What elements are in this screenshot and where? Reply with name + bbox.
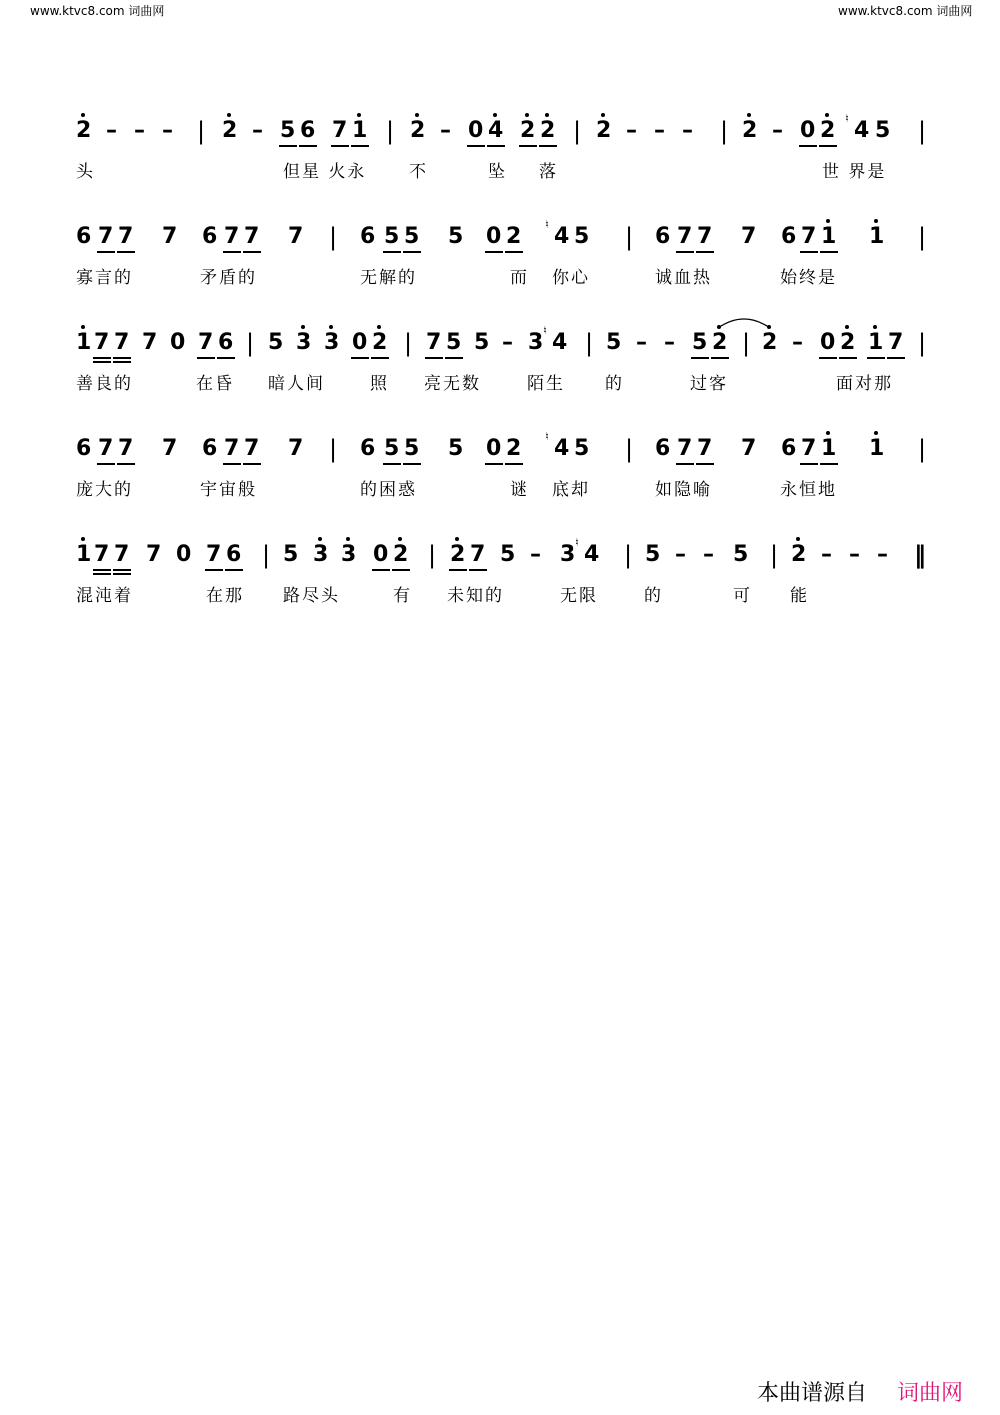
note: 5 <box>384 224 400 249</box>
notation-line <box>0 430 1000 476</box>
barline: | <box>262 541 271 569</box>
octave-dot <box>81 537 85 541</box>
eighth-underline <box>800 463 818 465</box>
barline: | <box>197 117 206 145</box>
lyric-syllables: 暗人间 <box>268 374 325 394</box>
dash-extension: – <box>530 542 541 567</box>
barline: | <box>329 435 338 463</box>
note: 7 <box>697 224 713 249</box>
note: 6 <box>76 224 92 249</box>
dash-extension: – <box>626 118 637 143</box>
note: 0 <box>486 436 502 461</box>
eighth-underline <box>820 463 838 465</box>
dash-extension: – <box>440 118 451 143</box>
lyric-syllables: 如隐喻 <box>655 480 712 500</box>
lyric-syllables: 照 <box>370 374 389 394</box>
dash-extension: – <box>821 542 832 567</box>
eighth-underline <box>800 251 818 253</box>
note: 7 <box>224 224 240 249</box>
note: 5 <box>446 330 462 355</box>
lyric-syllables: 能 <box>790 586 809 606</box>
note: 2 <box>450 542 466 567</box>
note: 6 <box>781 436 797 461</box>
octave-dot <box>845 325 849 329</box>
note: 1 <box>76 542 92 567</box>
lyric-syllables: 的 <box>605 374 624 394</box>
eighth-underline <box>97 251 115 253</box>
note: 5 <box>448 436 464 461</box>
note: 7 <box>801 224 817 249</box>
note: 0 <box>176 542 192 567</box>
note: 4 <box>552 330 568 355</box>
note: 3 <box>560 542 576 567</box>
barline: | <box>770 541 779 569</box>
lyric-syllables: 而 <box>510 268 529 288</box>
note: 7 <box>98 436 114 461</box>
barline: | <box>918 117 927 145</box>
natural-sign: ♮ <box>845 112 849 125</box>
natural-sign: ♮ <box>543 324 547 337</box>
eighth-underline <box>117 463 135 465</box>
note: 5 <box>500 542 516 567</box>
note: 2 <box>596 118 612 143</box>
eighth-underline <box>351 145 369 147</box>
eighth-underline <box>519 145 537 147</box>
lyric-syllables: 在昏 <box>196 374 234 394</box>
eighth-underline <box>205 569 223 571</box>
eighth-underline <box>469 569 487 571</box>
octave-dot <box>525 113 529 117</box>
note: 1 <box>76 330 92 355</box>
octave-dot <box>545 113 549 117</box>
lyric-syllables: 坠 <box>488 162 507 182</box>
note: 2 <box>742 118 758 143</box>
barline: | <box>625 435 634 463</box>
eighth-underline <box>113 569 131 571</box>
lyric-syllables: 寡言的 <box>76 268 133 288</box>
eighth-underline <box>696 251 714 253</box>
octave-dot <box>81 325 85 329</box>
barline: | <box>918 435 927 463</box>
eighth-underline <box>467 145 485 147</box>
score-row <box>0 430 1000 506</box>
lyric-syllables: 的困惑 <box>360 480 417 500</box>
note: 6 <box>655 436 671 461</box>
eighth-underline <box>97 463 115 465</box>
octave-dot <box>874 219 878 223</box>
note: 7 <box>288 436 304 461</box>
sixteenth-underline <box>113 573 131 575</box>
note: 7 <box>741 224 757 249</box>
eighth-underline <box>403 251 421 253</box>
octave-dot <box>377 325 381 329</box>
lyric-syllables: 面对那 <box>836 374 893 394</box>
lyric-syllables: 始终是 <box>780 268 837 288</box>
dash-extension: – <box>849 542 860 567</box>
lyric-syllables: 无限 <box>560 586 598 606</box>
lyric-syllables: 底却 <box>552 480 590 500</box>
score-row <box>0 112 1000 188</box>
note: 7 <box>114 542 130 567</box>
note: 6 <box>781 224 797 249</box>
note: 2 <box>410 118 426 143</box>
note: 2 <box>506 224 522 249</box>
note: 5 <box>474 330 490 355</box>
note: 6 <box>655 224 671 249</box>
note: 2 <box>762 330 778 355</box>
note: 3 <box>341 542 357 567</box>
natural-sign: ♮ <box>545 218 549 231</box>
dash-extension: – <box>106 118 117 143</box>
natural-sign: ♮ <box>575 536 579 549</box>
note: 0 <box>468 118 484 143</box>
note: 0 <box>373 542 389 567</box>
notation-line <box>0 112 1000 158</box>
note: 5 <box>404 436 420 461</box>
note: 6 <box>226 542 242 567</box>
lyric-syllables: 可 <box>733 586 752 606</box>
note: 3 <box>528 330 544 355</box>
note: 1 <box>869 436 885 461</box>
eighth-underline <box>539 145 557 147</box>
note: 2 <box>372 330 388 355</box>
octave-dot <box>601 113 605 117</box>
barline: | <box>585 329 594 357</box>
octave-dot <box>825 113 829 117</box>
dash-extension: – <box>772 118 783 143</box>
note: 7 <box>142 330 158 355</box>
octave-dot <box>747 113 751 117</box>
note: 7 <box>426 330 442 355</box>
dash-extension: – <box>134 118 145 143</box>
note: 5 <box>692 330 708 355</box>
note: 2 <box>222 118 238 143</box>
note: 5 <box>283 542 299 567</box>
note: 5 <box>404 224 420 249</box>
final-barline: ‖ <box>914 541 923 569</box>
note: 2 <box>76 118 92 143</box>
note: 7 <box>206 542 222 567</box>
eighth-underline <box>392 569 410 571</box>
octave-dot <box>227 113 231 117</box>
dash-extension: – <box>636 330 647 355</box>
lyric-syllables: 谜 <box>510 480 529 500</box>
note: 7 <box>888 330 904 355</box>
note: 1 <box>352 118 368 143</box>
eighth-underline <box>243 463 261 465</box>
notation-line <box>0 218 1000 264</box>
octave-dot <box>415 113 419 117</box>
eighth-underline <box>485 251 503 253</box>
note: 5 <box>280 118 296 143</box>
eighth-underline <box>505 463 523 465</box>
note: 3 <box>313 542 329 567</box>
note: 0 <box>170 330 186 355</box>
barline: | <box>246 329 255 357</box>
note: 7 <box>162 436 178 461</box>
note: 7 <box>94 542 110 567</box>
eighth-underline <box>383 251 401 253</box>
dash-extension: – <box>877 542 888 567</box>
note: 2 <box>840 330 856 355</box>
natural-sign: ♮ <box>545 430 549 443</box>
footer-site-logo: 词曲网 <box>897 1381 964 1406</box>
eighth-underline <box>383 463 401 465</box>
barline: | <box>625 223 634 251</box>
eighth-underline <box>449 569 467 571</box>
score-row <box>0 324 1000 400</box>
eighth-underline <box>799 145 817 147</box>
note: 4 <box>854 118 870 143</box>
lyric-syllables: 亮无数 <box>424 374 481 394</box>
octave-dot <box>826 431 830 435</box>
octave-dot <box>874 431 878 435</box>
note: 7 <box>697 436 713 461</box>
barline: | <box>918 223 927 251</box>
dash-extension: – <box>703 542 714 567</box>
barline: | <box>404 329 413 357</box>
dash-extension: – <box>252 118 263 143</box>
lyric-syllables: 宇宙般 <box>200 480 257 500</box>
barline: | <box>428 541 437 569</box>
lyric-syllables: 陌生 <box>527 374 565 394</box>
octave-dot <box>81 113 85 117</box>
barline: | <box>329 223 338 251</box>
note: 7 <box>332 118 348 143</box>
note: 0 <box>820 330 836 355</box>
header-right-watermark: www.ktvc8.com 词曲网 <box>838 4 973 18</box>
octave-dot <box>796 537 800 541</box>
octave-dot <box>493 113 497 117</box>
octave-dot <box>455 537 459 541</box>
eighth-underline <box>223 463 241 465</box>
lyric-syllables: 你心 <box>552 268 590 288</box>
note: 2 <box>540 118 556 143</box>
barline: | <box>386 117 395 145</box>
note: 0 <box>486 224 502 249</box>
barline: | <box>918 329 927 357</box>
eighth-underline <box>820 251 838 253</box>
lyric-syllables: 混沌着 <box>76 586 133 606</box>
eighth-underline <box>243 251 261 253</box>
note: 6 <box>218 330 234 355</box>
note: 0 <box>800 118 816 143</box>
note: 6 <box>202 436 218 461</box>
lyric-syllables: 的 <box>644 586 663 606</box>
note: 4 <box>554 436 570 461</box>
note: 7 <box>98 224 114 249</box>
lyric-syllables: 世 界是 <box>822 162 887 182</box>
note: 7 <box>118 436 134 461</box>
note: 7 <box>162 224 178 249</box>
lyric-syllables: 过客 <box>690 374 728 394</box>
note: 7 <box>244 224 260 249</box>
eighth-underline <box>93 569 111 571</box>
barline: | <box>742 329 751 357</box>
note: 2 <box>791 542 807 567</box>
octave-dot <box>398 537 402 541</box>
octave-dot <box>357 113 361 117</box>
note: 7 <box>244 436 260 461</box>
eighth-underline <box>505 251 523 253</box>
note: 7 <box>288 224 304 249</box>
note: 5 <box>606 330 622 355</box>
note: 5 <box>448 224 464 249</box>
dash-extension: – <box>664 330 675 355</box>
note: 5 <box>574 436 590 461</box>
footer-source-label: 本曲谱源自 <box>757 1381 868 1406</box>
note: 2 <box>393 542 409 567</box>
note: 5 <box>268 330 284 355</box>
note: 1 <box>868 330 884 355</box>
note: 7 <box>224 436 240 461</box>
lyric-syllables: 未知的 <box>447 586 504 606</box>
octave-dot <box>826 219 830 223</box>
lyric-syllables: 落 <box>539 162 558 182</box>
tie-arc <box>0 330 1000 370</box>
note: 2 <box>712 330 728 355</box>
lyric-syllables: 头 <box>76 162 95 182</box>
lyric-syllables: 有 <box>393 586 412 606</box>
note: 7 <box>677 436 693 461</box>
dash-extension: – <box>162 118 173 143</box>
octave-dot <box>329 325 333 329</box>
note: 3 <box>296 330 312 355</box>
lyric-syllables: 不 <box>409 162 428 182</box>
lyric-syllables: 善良的 <box>76 374 133 394</box>
note: 4 <box>554 224 570 249</box>
note: 3 <box>324 330 340 355</box>
note: 0 <box>352 330 368 355</box>
eighth-underline <box>487 145 505 147</box>
eighth-underline <box>696 463 714 465</box>
note: 4 <box>584 542 600 567</box>
octave-dot <box>318 537 322 541</box>
barline: | <box>624 541 633 569</box>
note: 1 <box>869 224 885 249</box>
note: 7 <box>801 436 817 461</box>
note: 7 <box>677 224 693 249</box>
eighth-underline <box>117 251 135 253</box>
note: 5 <box>645 542 661 567</box>
score-row <box>0 536 1000 612</box>
eighth-underline <box>819 145 837 147</box>
note: 5 <box>384 436 400 461</box>
note: 2 <box>520 118 536 143</box>
lyric-syllables: 在那 <box>206 586 244 606</box>
note: 1 <box>821 436 837 461</box>
note: 2 <box>820 118 836 143</box>
tie-curve <box>718 319 770 328</box>
lyric-syllables: 但星 火永 <box>283 162 367 182</box>
note: 7 <box>94 330 110 355</box>
score-row <box>0 218 1000 294</box>
note: 7 <box>118 224 134 249</box>
lyric-syllables: 矛盾的 <box>200 268 257 288</box>
note: 6 <box>300 118 316 143</box>
eighth-underline <box>299 145 317 147</box>
note: 6 <box>202 224 218 249</box>
lyric-syllables: 诚血热 <box>655 268 712 288</box>
note: 7 <box>114 330 130 355</box>
barline: | <box>720 117 729 145</box>
note: 1 <box>821 224 837 249</box>
eighth-underline <box>331 145 349 147</box>
eighth-underline <box>372 569 390 571</box>
eighth-underline <box>225 569 243 571</box>
dash-extension: – <box>792 330 803 355</box>
note: 2 <box>506 436 522 461</box>
eighth-underline <box>676 463 694 465</box>
notation-line <box>0 536 1000 582</box>
note: 4 <box>488 118 504 143</box>
lyric-syllables: 无解的 <box>360 268 417 288</box>
eighth-underline <box>485 463 503 465</box>
note: 6 <box>360 436 376 461</box>
lyric-syllables: 路尽头 <box>283 586 340 606</box>
note: 6 <box>76 436 92 461</box>
lyric-syllables: 永恒地 <box>780 480 837 500</box>
dash-extension: – <box>682 118 693 143</box>
dash-extension: – <box>654 118 665 143</box>
eighth-underline <box>676 251 694 253</box>
lyric-syllables: 庞大的 <box>76 480 133 500</box>
eighth-underline <box>279 145 297 147</box>
barline: | <box>573 117 582 145</box>
dash-extension: – <box>675 542 686 567</box>
note: 5 <box>875 118 891 143</box>
note: 5 <box>574 224 590 249</box>
header-left-watermark: www.ktvc8.com 词曲网 <box>30 4 165 18</box>
eighth-underline <box>403 463 421 465</box>
note: 7 <box>198 330 214 355</box>
dash-extension: – <box>502 330 513 355</box>
note: 7 <box>146 542 162 567</box>
eighth-underline <box>223 251 241 253</box>
octave-dot <box>346 537 350 541</box>
note: 7 <box>470 542 486 567</box>
note: 7 <box>741 436 757 461</box>
sixteenth-underline <box>93 573 111 575</box>
note: 6 <box>360 224 376 249</box>
note: 5 <box>733 542 749 567</box>
octave-dot <box>873 325 877 329</box>
octave-dot <box>301 325 305 329</box>
